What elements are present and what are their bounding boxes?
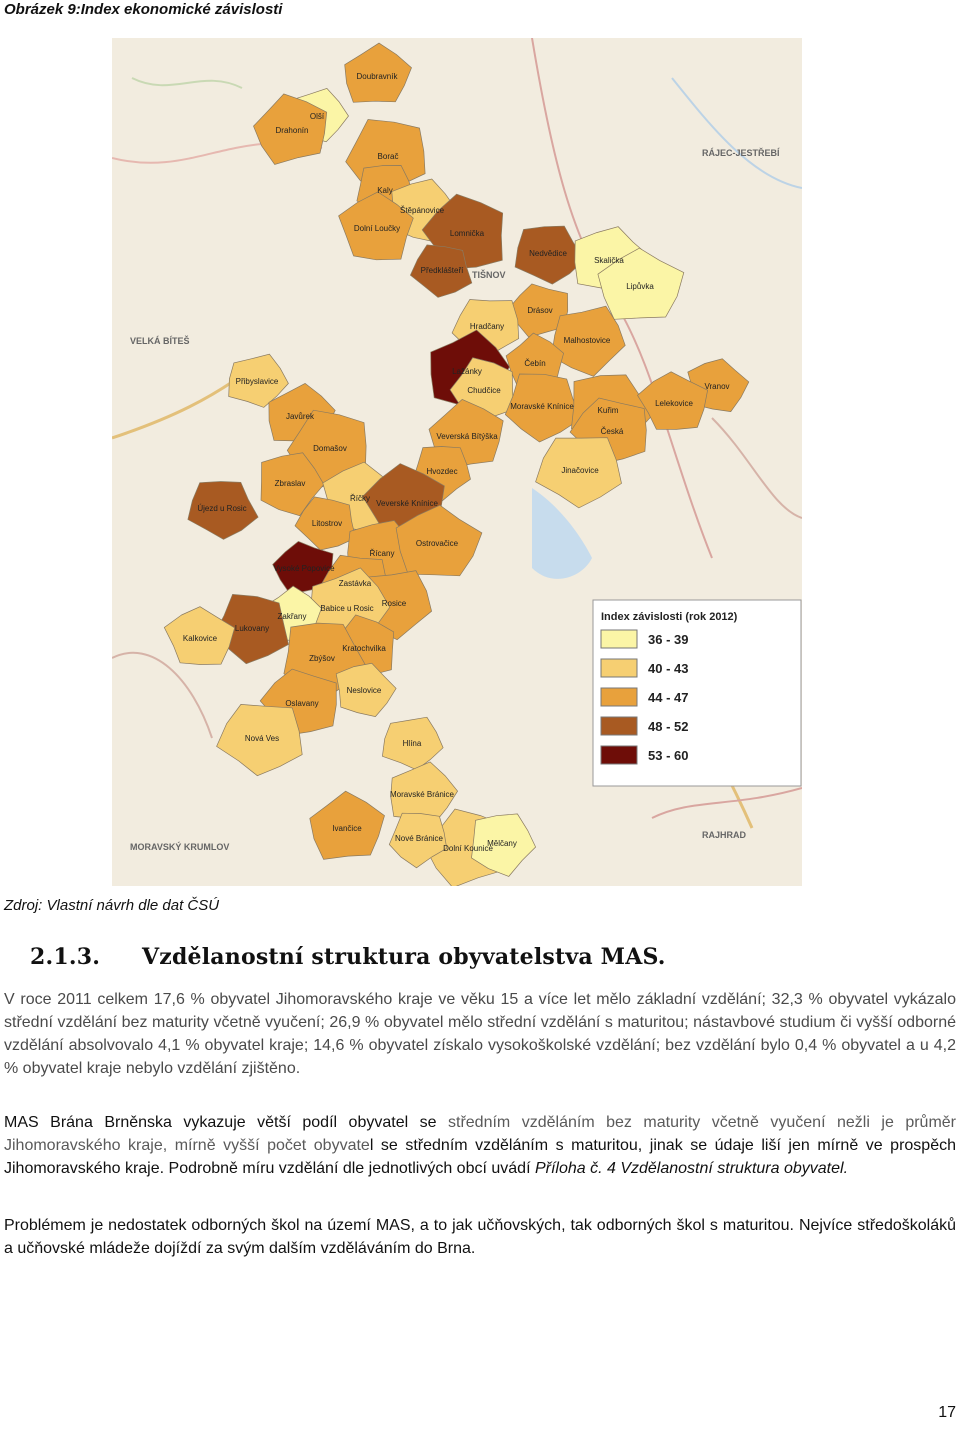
section-number: 2.1.3.	[30, 944, 101, 970]
municipality-label: Lomnička	[449, 229, 485, 238]
section-title: Vzdělanostní struktura obyvatelstva MAS.	[142, 944, 666, 970]
municipality-label: Lukovany	[234, 624, 270, 633]
legend-label: 53 - 60	[648, 748, 689, 763]
municipality-label: Lipůvka	[626, 282, 654, 291]
legend-swatch	[601, 659, 637, 677]
municipality-label: Malhostovice	[563, 336, 611, 345]
page-number: 17	[938, 1404, 956, 1421]
legend-label: 48 - 52	[648, 719, 689, 734]
municipality-label: Čebín	[524, 359, 546, 368]
municipality-label: Veverské Knínice	[376, 499, 438, 508]
dependency-index-map	[112, 38, 802, 886]
municipality-label: Zakřany	[277, 612, 307, 621]
legend-swatch	[601, 717, 637, 735]
municipality-label: Kratochvilka	[342, 644, 386, 653]
municipality-label: Domašov	[313, 444, 347, 453]
municipality-label: Moravské Bránice	[389, 790, 455, 799]
municipality-label: Rosice	[381, 599, 407, 608]
p2-part-a: MAS Brána Brněnska vykazuje větší podíl obyvatel se	[4, 1114, 448, 1131]
municipality-label: Chudčice	[467, 386, 501, 395]
municipality-label: Předklášteří	[420, 266, 464, 275]
legend-swatch	[601, 630, 637, 648]
municipality-label: Újezd u Rosic	[197, 504, 247, 513]
municipality-label: Drahonín	[275, 126, 309, 135]
place-label: RÁJEC-JESTŘEBÍ	[702, 148, 780, 158]
municipality-label: Nedvědice	[529, 249, 567, 258]
municipality-label: Olší	[309, 112, 325, 121]
municipality-label: Řícany	[369, 549, 395, 558]
municipality-label: Zastávka	[338, 579, 372, 588]
paragraph-education-region: V roce 2011 celkem 17,6 % obyvatel Jihomoravského kraje ve věku 15 a více let mělo základní vzdělání; 32,3 % obyvatel vykázalo střední vzdělání bez maturity včetně vyučení; 26,9 % obyvatel mělo střední vzdělání s maturitou; nástavbové studium či vyšší odborné vzdělání absolvovalo 4,1 % obyvatel kraje; 14,6 % obyvatel získalo vysokoškolské vzdělání; bez vzdělání bylo 0,4 % obyvatel a u 4,2 % obyvatel kraje nebylo vzdělání zjištěno.	[4, 991, 956, 1077]
section-heading	[30, 944, 666, 970]
legend-title: Index závislosti (rok 2012)	[601, 611, 738, 623]
municipality-label: Štěpánovice	[399, 206, 445, 215]
p2-part-b: středním vzděláním bez maturity včetně vyučení nežli je průměr Jihomoravského kraje, mírně vyšší počet obyvate	[4, 1114, 956, 1154]
municipality-label: Zbraslav	[274, 479, 306, 488]
municipality-label: Kalkovice	[182, 634, 218, 643]
municipality-label: Vysoké Popovice	[273, 564, 335, 573]
municipality-label: Dolní Loučky	[353, 224, 401, 233]
municipality-label: Moravské Knínice	[510, 402, 574, 411]
municipality-label: Oslavany	[285, 699, 319, 708]
municipality-label: Říčky	[350, 494, 370, 503]
paragraph-schools: Problémem je nedostatek odborných škol na území MAS, a to jak učňovských, tak odborných škol s maturitou. Nejvíce středoškoláků a učňovské mládeže dojíždí za svým dalším vzděláváním do Brna.	[4, 1217, 956, 1257]
municipality-label: Dolní Kounice	[443, 844, 493, 853]
municipality-label: Nové Bránice	[394, 834, 444, 843]
legend-swatch	[601, 746, 637, 764]
municipality-label: Přibyslavice	[235, 377, 279, 386]
legend-label: 36 - 39	[648, 632, 689, 647]
municipality-label: Ivančice	[332, 824, 362, 833]
municipality-label: Vranov	[704, 382, 730, 391]
legend-label: 44 - 47	[648, 690, 689, 705]
municipality-label: Mělčany	[487, 839, 517, 848]
municipality-label: Javůrek	[285, 412, 315, 421]
municipality-label: Drásov	[527, 306, 553, 315]
municipality-label: Zbýšov	[309, 654, 335, 663]
municipality-label: Hlína	[402, 739, 422, 748]
municipality-label: Hvozdec	[426, 467, 458, 476]
place-label: TIŠNOV	[472, 270, 506, 280]
municipality-label: Borač	[377, 152, 399, 161]
legend-label: 40 - 43	[648, 661, 689, 676]
municipality-label: Kuřim	[597, 406, 619, 415]
paragraph-education-mas	[4, 1111, 956, 1180]
p2-appendix-reference: Příloha č. 4 Vzdělanostní struktura obyvatel.	[534, 1160, 849, 1177]
place-label: VELKÁ BÍTEŠ	[130, 336, 190, 346]
municipality-label: Kaly	[377, 186, 393, 195]
municipality-label: Litostrov	[311, 519, 343, 528]
municipality-label: Lažánky	[452, 367, 482, 376]
municipality-label: Neslovice	[346, 686, 382, 695]
municipality-label: Doubravník	[356, 72, 398, 81]
municipality-label: Babice u Rosic	[320, 604, 374, 613]
municipality-label: Česká	[600, 427, 624, 436]
municipality-label: Lelekovice	[655, 399, 693, 408]
municipality-label: Nová Ves	[244, 734, 280, 743]
municipality-label: Veverská Bítýška	[436, 432, 498, 441]
figure-caption: Obrázek 9:Index ekonomické závislosti	[4, 1, 283, 18]
place-label: RAJHRAD	[702, 830, 747, 840]
legend-swatch	[601, 688, 637, 706]
municipality-label: Ostrovačice	[415, 539, 459, 548]
map-legend	[593, 600, 801, 786]
place-label: MORAVSKÝ KRUMLOV	[130, 842, 230, 852]
municipality-label: Skalička	[594, 256, 624, 265]
p2-part-c: l se středním vzděláním s maturitou, jinak se údaje liší jen mírně ve prospěch Jihomoravského kraje. Podrobně míru vzdělání dle jednotlivých obcí uvádí	[4, 1137, 957, 1177]
figure-source: Zdroj: Vlastní návrh dle dat ČSÚ	[4, 897, 220, 914]
municipality-label: Jinačovice	[561, 466, 599, 475]
municipality-label: Hradčany	[469, 322, 505, 331]
